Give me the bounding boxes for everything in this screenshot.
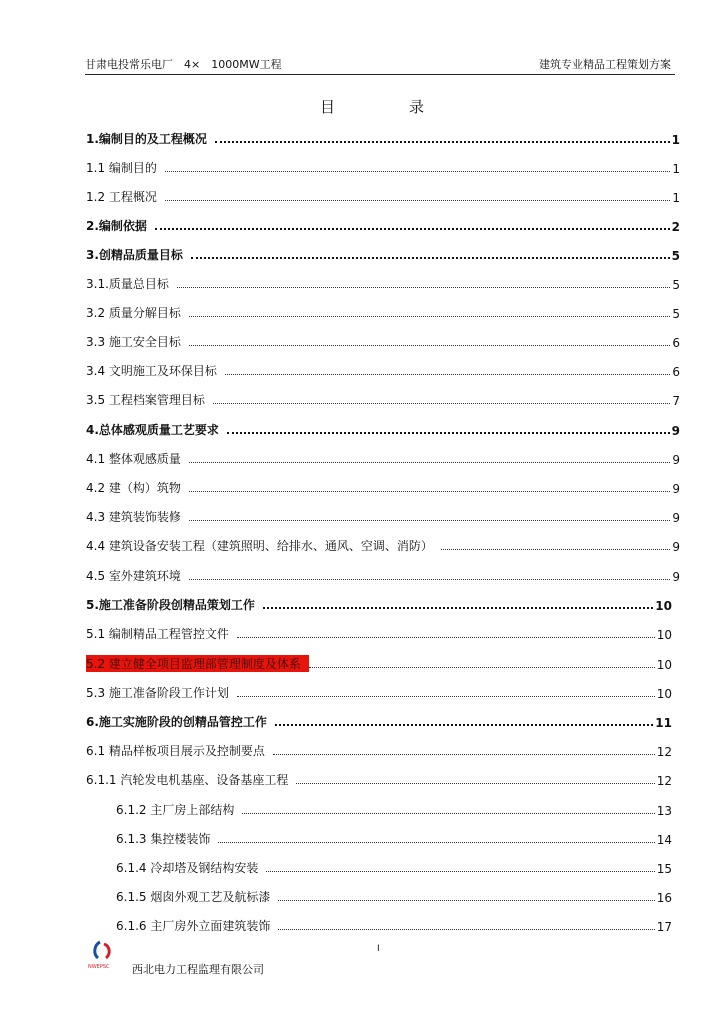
header-project-name: 甘肃电投常乐电厂 4× 1000MW工程 <box>85 58 282 71</box>
toc-entry-page: 12 <box>656 774 672 788</box>
page-title: 目录 <box>320 98 499 116</box>
toc-entry-page: 1 <box>671 133 680 147</box>
toc-entry[interactable] <box>86 566 680 584</box>
toc-entry-page: 14 <box>656 833 672 847</box>
toc-entry-page: 5 <box>672 278 680 292</box>
toc-entry-page: 10 <box>656 658 672 672</box>
toc-entry-label: 6.1.1 汽轮发电机基座、设备基座工程 <box>86 773 289 787</box>
toc-entry-label: 5.1 编制精品工程管控文件 <box>86 627 229 641</box>
toc-entry-label: 3.3 施工安全目标 <box>86 335 181 349</box>
toc-entry[interactable] <box>86 420 680 438</box>
toc-entry[interactable] <box>86 245 680 263</box>
toc-entry[interactable] <box>86 595 672 613</box>
toc-entry[interactable] <box>86 390 680 408</box>
toc-leader-dots <box>275 724 653 726</box>
toc-leader-dots <box>441 549 670 550</box>
toc-entry[interactable] <box>86 303 680 321</box>
toc-leader-dots <box>189 345 670 346</box>
toc-entry-page: 11 <box>655 716 672 730</box>
toc-leader-dots <box>177 287 670 288</box>
toc-entry-label: 5.施工准备阶段创精品策划工作 <box>86 598 255 612</box>
header-document-name: 建筑专业精品工程策划方案 <box>539 58 671 71</box>
toc-entry-label: 5.2 建立健全项目监理部管理制度及体系 <box>86 655 309 672</box>
toc-leader-dots <box>189 316 670 317</box>
toc-leader-dots <box>165 200 670 201</box>
company-logo-icon <box>88 940 128 972</box>
toc-leader-dots <box>237 637 655 638</box>
toc-entry[interactable] <box>86 274 680 292</box>
toc-leader-dots <box>237 696 655 697</box>
toc-entry[interactable] <box>86 507 680 525</box>
toc-leader-dots <box>189 462 670 463</box>
toc-entry[interactable] <box>86 624 672 642</box>
toc-entry-page: 15 <box>656 862 672 876</box>
toc-leader-dots <box>189 520 670 521</box>
toc-entry-label: 1.编制目的及工程概况 <box>86 132 207 146</box>
toc-entry[interactable] <box>86 449 680 467</box>
toc-leader-dots <box>227 432 670 434</box>
toc-entry-label: 3.1.质量总目标 <box>86 277 169 291</box>
toc-entry-label: 2.编制依据 <box>86 219 147 233</box>
toc-entry-label: 4.4 建筑设备安装工程（建筑照明、给排水、通风、空调、消防） <box>86 539 433 553</box>
toc-leader-dots <box>191 257 670 259</box>
toc-entry-label: 6.施工实施阶段的创精品管控工作 <box>86 715 267 729</box>
toc-entry-page: 10 <box>655 599 672 613</box>
toc-entry[interactable] <box>116 858 672 876</box>
toc-entry-label: 5.3 施工准备阶段工作计划 <box>86 686 229 700</box>
toc-entry[interactable] <box>86 187 680 205</box>
toc-entry[interactable] <box>86 654 672 672</box>
toc-entry[interactable] <box>86 216 680 234</box>
toc-leader-dots <box>263 607 653 609</box>
footer-company-name: 西北电力工程监理有限公司 <box>132 963 264 976</box>
toc-entry-label: 6.1.4 冷却塔及钢结构安装 <box>116 861 259 875</box>
toc-entry-page: 17 <box>656 920 672 934</box>
toc-entry-label: 4.2 建（构）筑物 <box>86 481 181 495</box>
toc-entry[interactable] <box>116 800 672 818</box>
toc-entry[interactable] <box>116 916 672 934</box>
toc-entry-page: 12 <box>656 745 672 759</box>
toc-entry[interactable] <box>86 478 680 496</box>
toc-entry[interactable] <box>86 712 672 730</box>
toc-entry-page: 9 <box>672 540 680 554</box>
toc-leader-dots <box>165 171 670 172</box>
toc-entry-page: 10 <box>656 628 672 642</box>
toc-entry-label: 6.1.5 烟囱外观工艺及航标漆 <box>116 890 271 904</box>
toc-leader-dots <box>189 579 670 580</box>
toc-entry-page: 9 <box>672 453 680 467</box>
toc-leader-dots <box>225 374 670 375</box>
toc-leader-dots <box>278 929 654 930</box>
toc-leader-dots <box>218 842 654 843</box>
toc-entry[interactable] <box>86 741 672 759</box>
toc-leader-dots <box>296 783 654 784</box>
toc-entry-page: 5 <box>671 249 680 263</box>
toc-entry-label: 1.1 编制目的 <box>86 161 157 175</box>
toc-entry-page: 6 <box>672 336 680 350</box>
page-header <box>85 54 675 75</box>
toc-entry-page: 16 <box>656 891 672 905</box>
svg-text:NWEPSC: NWEPSC <box>88 964 110 970</box>
toc-leader-dots <box>242 813 654 814</box>
toc-leader-dots <box>278 900 654 901</box>
toc-leader-dots <box>266 871 654 872</box>
toc-leader-dots <box>213 403 670 404</box>
toc-entry-label: 4.3 建筑装饰装修 <box>86 510 181 524</box>
toc-entry[interactable] <box>86 129 680 147</box>
toc-entry-label: 6.1.2 主厂房上部结构 <box>116 803 235 817</box>
toc-leader-dots <box>273 754 655 755</box>
toc-entry[interactable] <box>86 770 672 788</box>
toc-leader-dots <box>155 228 670 230</box>
toc-entry-label: 6.1.6 主厂房外立面建筑装饰 <box>116 919 271 933</box>
toc-entry-label: 3.2 质量分解目标 <box>86 306 181 320</box>
toc-entry-page: 10 <box>656 687 672 701</box>
toc-entry-page: 2 <box>671 220 680 234</box>
toc-entry-label: 3.4 文明施工及环保目标 <box>86 364 217 378</box>
toc-entry-page: 13 <box>656 804 672 818</box>
toc-entry-label: 4.总体感观质量工艺要求 <box>86 423 219 437</box>
toc-entry[interactable] <box>86 683 672 701</box>
toc-entry-label: 3.创精品质量目标 <box>86 248 183 262</box>
toc-entry[interactable] <box>86 158 680 176</box>
toc-entry[interactable] <box>86 332 680 350</box>
toc-entry-page: 9 <box>671 424 680 438</box>
toc-entry-label: 6.1 精品样板项目展示及控制要点 <box>86 744 265 758</box>
toc-entry-page: 9 <box>672 570 680 584</box>
toc-entry-page: 6 <box>672 365 680 379</box>
toc-entry-page: 5 <box>672 307 680 321</box>
toc-entry-label: 1.2 工程概况 <box>86 190 157 204</box>
toc-entry[interactable] <box>86 536 680 554</box>
toc-entry-label: 6.1.3 集控楼装饰 <box>116 832 211 846</box>
page-number: I <box>377 944 380 954</box>
toc-leader-dots <box>189 491 670 492</box>
toc-entry-page: 1 <box>672 191 680 205</box>
toc-leader-dots <box>309 667 655 668</box>
toc-entry[interactable] <box>116 887 672 905</box>
toc-leader-dots <box>215 141 670 143</box>
toc-entry-page: 1 <box>672 162 680 176</box>
toc-entry-page: 9 <box>672 482 680 496</box>
toc-entry-page: 9 <box>672 511 680 525</box>
toc-entry[interactable] <box>86 361 680 379</box>
toc-entry-page: 7 <box>672 394 680 408</box>
toc-entry[interactable] <box>116 829 672 847</box>
toc-entry-label: 4.5 室外建筑环境 <box>86 569 181 583</box>
toc-entry-label: 4.1 整体观感质量 <box>86 452 181 466</box>
toc-entry-label: 3.5 工程档案管理目标 <box>86 393 205 407</box>
